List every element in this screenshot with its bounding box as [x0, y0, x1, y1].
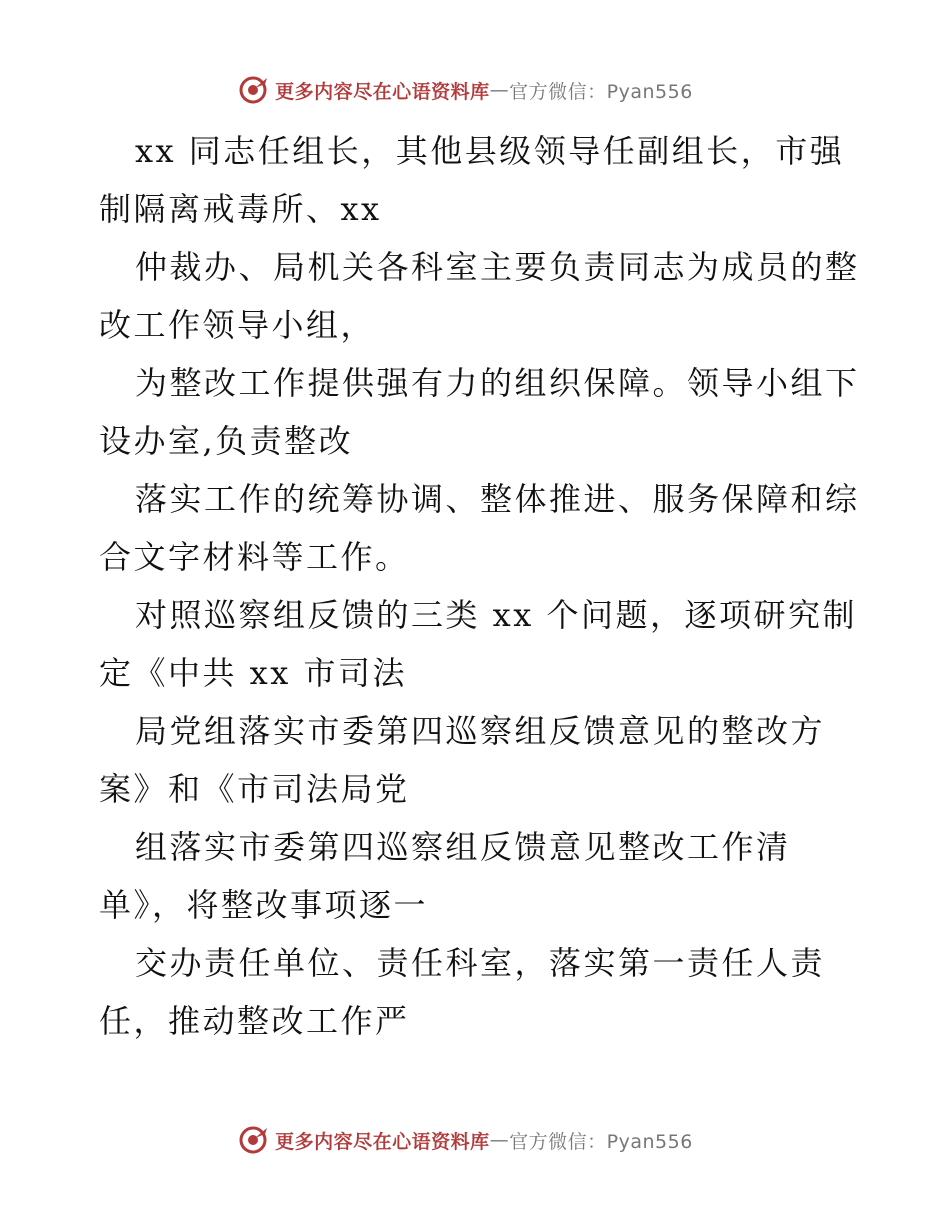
logo-icon	[237, 1124, 269, 1156]
paragraph-line: 定《中共 xx 市司法	[99, 654, 407, 692]
paragraph-line: 任，推动整改工作严	[99, 1002, 410, 1040]
watermark-main-text: 更多内容尽在心语资料库	[275, 80, 490, 103]
watermark-separator: —	[489, 79, 510, 101]
paragraph-line: xx 同志任组长，其他县级领导任副组长，市强	[135, 132, 845, 170]
paragraph-line: 单》，将整改事项逐一	[99, 886, 429, 924]
watermark-wechat-text: 官方微信：Pyan556	[509, 1130, 693, 1153]
paragraph-line: 为整改工作提供强有力的组织保障。领导小组下	[135, 364, 860, 402]
paragraph-line: 对照巡察组反馈的三类 xx 个问题，逐项研究制	[135, 596, 857, 634]
paragraph-8	[99, 934, 869, 1050]
paragraph-line: 合文字材料等工作。	[99, 538, 410, 576]
paragraph-6	[99, 702, 869, 818]
paragraph-line: 落实工作的统筹协调、整体推进、服务保障和综	[135, 480, 860, 518]
header-watermark	[0, 70, 950, 110]
paragraph-5	[99, 586, 869, 702]
paragraph-2	[99, 238, 869, 354]
paragraph-line: 制隔离戒毒所、xx	[99, 190, 382, 228]
paragraph-line: 交办责任单位、责任科室，落实第一责任人责	[135, 944, 826, 982]
paragraph-4	[99, 470, 869, 586]
paragraph-line: 局党组落实市委第四巡察组反馈意见的整改方	[135, 712, 826, 750]
watermark-wechat-text: 官方微信：Pyan556	[509, 80, 693, 103]
paragraph-1	[99, 122, 869, 238]
paragraph-line: 组落实市委第四巡察组反馈意见整改工作清	[135, 828, 791, 866]
paragraph-line: 仲裁办、局机关各科室主要负责同志为成员的整	[135, 248, 860, 286]
paragraph-line: 设办室,负责整改	[99, 422, 354, 460]
paragraph-line: 案》和《市司法局党	[99, 770, 410, 808]
document-body	[99, 122, 869, 1050]
footer-watermark	[0, 1120, 950, 1160]
watermark-separator: —	[489, 1129, 510, 1151]
logo-icon	[237, 74, 269, 106]
paragraph-7	[99, 818, 869, 934]
watermark-main-text: 更多内容尽在心语资料库	[275, 1130, 490, 1153]
paragraph-3	[99, 354, 869, 470]
paragraph-line: 改工作领导小组，	[99, 306, 376, 344]
